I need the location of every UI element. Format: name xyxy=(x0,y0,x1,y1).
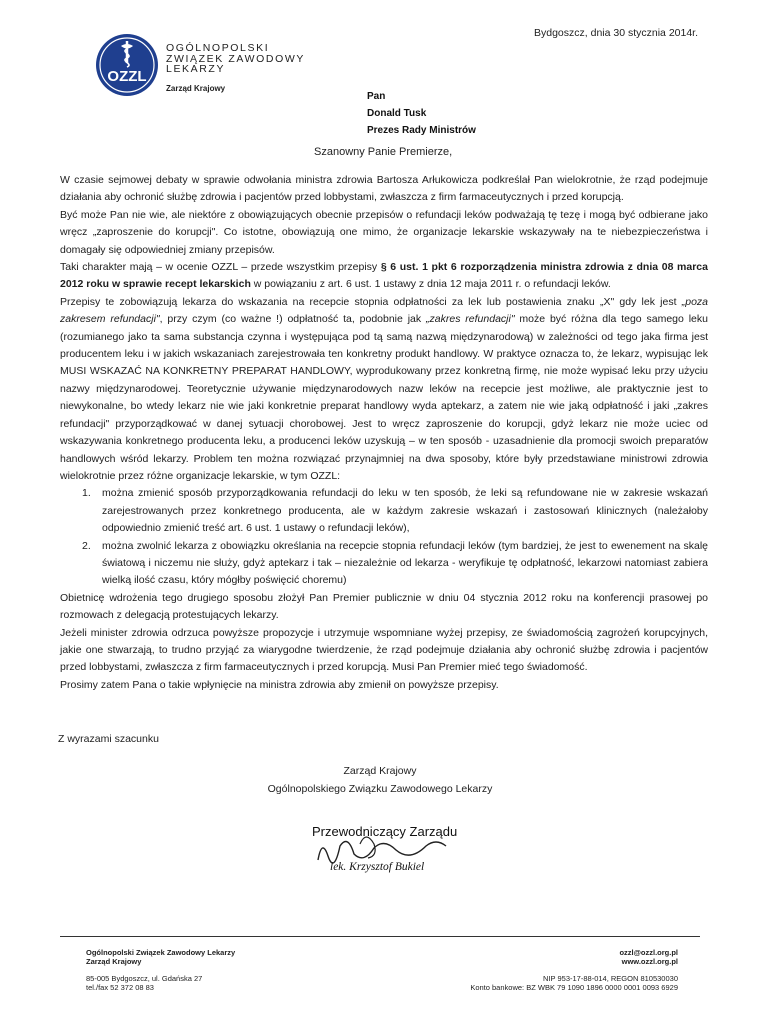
website-link[interactable]: www.ozzl.org.pl xyxy=(621,957,678,966)
body-paragraph: W czasie sejmowej debaty w sprawie odwołania ministra zdrowia Bartosza Arłukowicza podkreślał Pan wielokrotnie, że rząd podejmuje działania aby ochronić służbę zdrowia i pacjentów przed lobbystami, zwłaszcza z firm farmaceutycznych i przed korupcją. xyxy=(60,174,708,204)
org-line: LEKARZY xyxy=(166,63,226,75)
handwritten-signature xyxy=(318,842,446,864)
footer-right xyxy=(470,948,678,992)
org-line: ZWIĄZEK ZAWODOWY xyxy=(166,52,305,65)
signature-org: Zarząd Krajowy Ogólnopolskiego Związku Zawodowego Lekarzy xyxy=(267,765,493,795)
footer-left: Ogólnopolski Związek Zawodowy Lekarzy Zarząd Krajowy 85-005 Bydgoszcz, ul. Gdańska 27 tel./fax 52 372 08 83 xyxy=(86,948,236,992)
stamp-name: lek. Krzysztof Bukiel xyxy=(330,861,425,873)
org-line: OGÓLNOPOLSKI xyxy=(166,42,270,54)
regulation-reference: § 6 ust. 1 pkt 6 rozporządzenia ministra zdrowia z dnia 08 marca 2012 roku w sprawie recept lekarskich xyxy=(60,261,708,291)
logo-text: OZZL xyxy=(107,68,147,85)
closing-phrase: Z wyrazami szacunku xyxy=(58,733,159,745)
body-paragraph: Taki charakter mają – w ocenie OZZL – przede wszystkim przepisy § 6 ust. 1 pkt 6 rozporządzenia ministra zdrowia z dnia 08 marca 2012 roku w sprawie recept lekarskich w powiązaniu z art. 6 ust. 1 ustawy z dnia 12 maja 2011 r. o refundacji leków. xyxy=(60,261,708,291)
org-name-block xyxy=(166,43,305,75)
list-item: 1. można zmienić sposób przyporządkowania refundacji do leku w ten sposób, że leki są refundowane nie w zakresie wskazań zarejestrowanych przez konkretnego producenta, ale w każdym zakresie wskazań i zastosowań klinicznych (należałoby odpowiednio zmienić treść art. 6 ust. 1 ustawy o refundacji leków), xyxy=(82,487,708,535)
footer-divider xyxy=(60,936,700,937)
salutation: Szanowny Panie Premierze, xyxy=(314,146,453,158)
recipient-name: Donald Tusk xyxy=(367,108,427,119)
org-board-label: Zarząd Krajowy xyxy=(166,84,226,93)
recipient-block xyxy=(367,88,476,139)
body-paragraph: Jeżeli minister zdrowia odrzuca powyższe propozycje i utrzymuje wspomniane wyżej przepisy, ze świadomością zagrożeń korupcyjnych, jakie one stwarzają, to trudno przyjąć za wiarygodne twierdzenie, że rząd podejmuje działania aby ochronić służbę zdrowia i pacjentów przed lobbystami, zwłaszcza z firm farmaceutycznych i przed korupcją. Musi Pan Premier mieć tego świadomość. xyxy=(60,626,708,674)
recipient-position: Prezes Rady Ministrów xyxy=(367,125,476,136)
body-paragraph: Obietnicę wdrożenia tego drugiego sposobu złożył Pan Premier publicznie w dniu 04 stycznia 2012 roku na konferencji prasowej po rozmowach z delegacją protestujących lekarzy. xyxy=(60,591,708,622)
body-paragraph: Być może Pan nie wie, ale niektóre z obowiązujących obecnie przepisów o refundacji leków podważają tę tezę i mogą być odbierane jako wręcz „zaproszenie do korupcji". Co istotne, obowiązują one mimo, że organizacje lekarskie wskazywały na te niebezpieczeństwa i domagały się odpowiedniej zmiany przepisów. xyxy=(60,208,708,256)
footer-bank-account: Konto bankowe: BZ WBK 79 1090 1896 0000 0001 0093 6929 xyxy=(470,983,678,992)
stamp-title: Przewodniczący Zarządu xyxy=(312,824,458,839)
body-paragraph: Przepisy te zobowiązują lekarza do wskazania na recepcie stopnia odpłatności za lek lub postawienia znaku „X" gdy lek jest „poza zakresem refundacji", przy czym (co ważne !) odpłatność ta, podobnie jak „zakres refundacji" może być różna dla tego samego leku (rozumianego jako ta sama substancja czynna i występująca pod tą samą nazwą międzynarodową) w zależności od tego jaka firma jest producentem leku i w jakich wskazaniach zarejestrowała ten konkretny produkt handlowy. W praktyce oznacza to, że lekarz, wypisując lek MUSI WSKAZAĆ NA KONKRETNY PREPARAT HANDLOWY, wyprodukowany przez konkretną firmę, nie może wypisać leku przy użyciu nazwy międzynarodowej. Teoretycznie używanie międzynarodowych nazw leków na recepcie jest możliwe, ale praktycznie jest to niewykonalne, bo wtedy lekarz nie wie jaki konkretnie preparat handlowy wyda aptekarz, a zatem nie wie jaką odpłatność i jaki „zakres refundacji" przyporządkować w danej sytuacji chorobowej. Jest to wręcz zaproszenie do korupcji, gdyż lekarz nie może uciec od wskazywania konkretnego producenta leku, a producenci leków uzyskują – w ten sposób - uzasadnienie dla promocji swoich preparatów handlowych wśród lekarzy. Problem ten można rozwiązać przynajmniej na dwa sposoby, które były przedstawiane ministrowi zdrowia wielokrotnie przez różne organizacje lekarskie, w tym OZZL: xyxy=(60,295,708,482)
list-item: 2. można zwolnić lekarza z obowiązku określania na recepcie stopnia refundacji leków (tym bardziej, że jest to ewenement na skalę światową i niczemu nie służy, gdyż aptekarz i tak – niezależnie od lekarza - weryfikuje tę odpłatność, lekarzowi natomiast zabiera wielką ilość czasu, który mógłby poświęcić choremu) xyxy=(82,539,708,587)
recipient-title: Pan xyxy=(367,91,386,102)
footer-phone: tel./fax 52 372 08 83 xyxy=(86,983,154,992)
footer-nip-regon: NIP 953-17-88-014, REGON 810530030 xyxy=(543,974,678,983)
footer-address: 85-005 Bydgoszcz, ul. Gdańska 27 xyxy=(86,974,203,983)
proposal-list xyxy=(60,485,708,589)
body-paragraph: Prosimy zatem Pana o takie wpłynięcie na ministra zdrowia aby zmienił on powyższe przepisy. xyxy=(60,678,499,691)
ozzl-logo xyxy=(95,33,159,97)
letter-date: Bydgoszcz, dnia 30 stycznia 2014r. xyxy=(534,27,699,39)
email-link[interactable]: ozzl@ozzl.org.pl xyxy=(619,948,678,957)
letter-body xyxy=(60,172,708,694)
signature-stamp xyxy=(300,812,480,892)
